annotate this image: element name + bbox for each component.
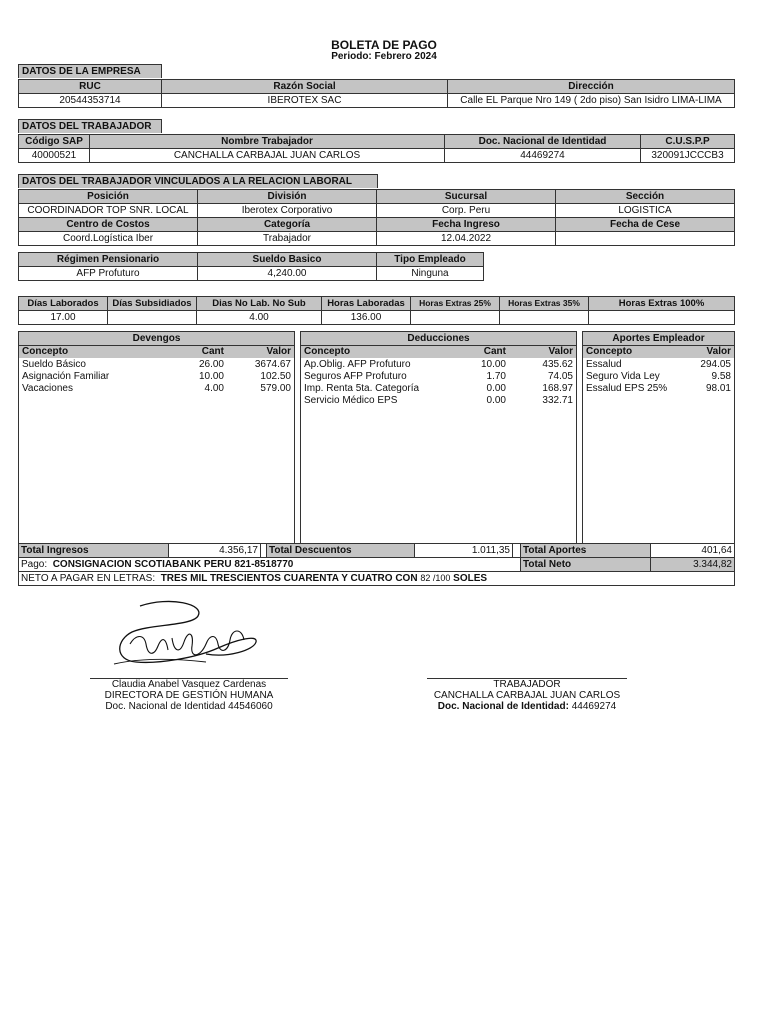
fecha-cese-value xyxy=(556,232,735,246)
devengos-title: Devengos xyxy=(19,332,294,346)
posicion-value: COORDINADOR TOP SNR. LOCAL xyxy=(19,204,198,218)
devengos-concepto: Asignación Familiar xyxy=(22,371,110,382)
col-division: División xyxy=(198,190,377,204)
col-regimen: Régimen Pensionario xyxy=(19,253,198,267)
pago-value: CONSIGNACION SCOTIABANK PERU 821-8518770 xyxy=(52,559,294,570)
laboral-table xyxy=(18,189,735,246)
devengos-col-cant: Cant xyxy=(201,346,224,357)
col-horas-extras-35: Horas Extras 35% xyxy=(500,297,589,311)
dias-subsidiados-value xyxy=(108,311,197,325)
devengos-cant: 26.00 xyxy=(198,359,224,370)
aportes-col-valor: Valor xyxy=(706,346,731,357)
trabajador-doc-label: Doc. Nacional de Identidad: xyxy=(437,701,569,712)
devengos-cant: 4.00 xyxy=(204,383,224,394)
empleador-nombre: Claudia Anabel Vasquez Cardenas xyxy=(111,679,267,690)
razon-social-value: IBEROTEX SAC xyxy=(162,94,448,108)
deducciones-valor: 74.05 xyxy=(547,371,573,382)
col-razon-social: Razón Social xyxy=(162,80,448,94)
seccion-value: LOGISTICA xyxy=(556,204,735,218)
col-fecha-cese: Fecha de Cese xyxy=(556,218,735,232)
aportes-box xyxy=(582,331,735,544)
pago-row xyxy=(19,558,521,572)
deducciones-valor: 332.71 xyxy=(542,395,573,406)
col-categoria: Categoría xyxy=(198,218,377,232)
codigo-sap-value: 40000521 xyxy=(19,149,90,163)
col-dias-subsidiados: Días Subsidiados xyxy=(108,297,197,311)
deducciones-row xyxy=(301,371,576,382)
neto-letras-label: NETO A PAGAR EN LETRAS: xyxy=(21,573,156,584)
devengos-box xyxy=(18,331,295,544)
deducciones-cant: 10.00 xyxy=(480,359,506,370)
col-ruc: RUC xyxy=(19,80,162,94)
firma-empleador-line xyxy=(90,672,288,679)
devengos-col-concepto: Concepto xyxy=(22,346,69,357)
horas-extras-100-value xyxy=(589,311,735,325)
col-dni: Doc. Nacional de Identidad xyxy=(445,135,641,149)
total-aportes-value: 401,64 xyxy=(651,544,735,558)
empleador-cargo: DIRECTORA DE GESTIÓN HUMANA xyxy=(104,690,274,701)
sueldo-basico-value: 4,240.00 xyxy=(198,267,377,281)
col-tipo-empleado: Tipo Empleado xyxy=(377,253,484,267)
neto-letras-row xyxy=(19,572,735,586)
deducciones-concepto: Servicio Médico EPS xyxy=(304,395,398,406)
deducciones-row xyxy=(301,359,576,370)
devengos-row xyxy=(19,383,294,394)
deducciones-cant: 0.00 xyxy=(486,383,506,394)
pago-label: Pago: xyxy=(21,559,48,570)
neto-letras-soles: SOLES xyxy=(453,573,488,584)
aportes-header-row xyxy=(583,346,734,358)
aportes-concepto: Essalud xyxy=(586,359,622,370)
devengos-cant: 10.00 xyxy=(198,371,224,382)
deducciones-valor: 168.97 xyxy=(542,383,573,394)
fecha-ingreso-value: 12.04.2022 xyxy=(377,232,556,246)
deducciones-row xyxy=(301,395,576,406)
devengos-concepto: Vacaciones xyxy=(22,383,73,394)
col-codigo-sap: Código SAP xyxy=(19,135,90,149)
deducciones-cant: 1.70 xyxy=(486,371,506,382)
devengos-row xyxy=(19,371,294,382)
aportes-valor: 294.05 xyxy=(700,359,731,370)
firma-trabajador xyxy=(427,672,627,712)
pension-table xyxy=(18,252,484,281)
deducciones-concepto: Ap.Oblig. AFP Profuturo xyxy=(304,359,411,370)
col-cuspp: C.U.S.P.P xyxy=(641,135,735,149)
tipo-empleado-value: Ninguna xyxy=(377,267,484,281)
col-seccion: Sección xyxy=(556,190,735,204)
col-horas-extras-100: Horas Extras 100% xyxy=(589,297,735,311)
deducciones-col-cant: Cant xyxy=(483,346,506,357)
total-ingresos-value: 4.356,17 xyxy=(169,544,261,558)
aportes-valor: 98.01 xyxy=(705,383,731,394)
total-neto-label: Total Neto xyxy=(521,558,651,572)
division-value: Iberotex Corporativo xyxy=(198,204,377,218)
col-horas-extras-25: Horas Extras 25% xyxy=(411,297,500,311)
firma-trabajador-line xyxy=(427,672,627,679)
deducciones-valor: 435.62 xyxy=(542,359,573,370)
horas-extras-35-value xyxy=(500,311,589,325)
devengos-row xyxy=(19,359,294,370)
aportes-title: Aportes Empleador xyxy=(583,332,734,346)
section-empresa: DATOS DE LA EMPRESA xyxy=(18,64,162,78)
deducciones-box xyxy=(300,331,577,544)
sucursal-value: Corp. Peru xyxy=(377,204,556,218)
devengos-col-valor: Valor xyxy=(266,346,291,357)
trabajador-nombre-firma: CANCHALLA CARBAJAL JUAN CARLOS xyxy=(433,690,621,701)
section-trabajador: DATOS DEL TRABAJADOR xyxy=(18,119,162,133)
deducciones-cant: 0.00 xyxy=(486,395,506,406)
devengos-valor: 102.50 xyxy=(260,371,291,382)
total-neto-value: 3.344,82 xyxy=(651,558,735,572)
col-posicion: Posición xyxy=(19,190,198,204)
aportes-row xyxy=(583,383,734,394)
devengos-valor: 579.00 xyxy=(260,383,291,394)
section-laboral: DATOS DEL TRABAJADOR VINCULADOS A LA RELACION LABORAL xyxy=(18,174,378,188)
trabajador-table xyxy=(18,134,735,163)
regimen-value: AFP Profuturo xyxy=(19,267,198,281)
trabajador-doc-value: 44469274 xyxy=(571,701,617,712)
neto-letras-cents: 82 /100 xyxy=(420,573,451,583)
dni-value: 44469274 xyxy=(445,149,641,163)
col-direccion: Dirección xyxy=(448,80,735,94)
devengos-header-row xyxy=(19,346,294,358)
col-sueldo-basico: Sueldo Basico xyxy=(198,253,377,267)
aportes-row xyxy=(583,359,734,370)
col-sucursal: Sucursal xyxy=(377,190,556,204)
aportes-col-concepto: Concepto xyxy=(586,346,633,357)
trabajador-doc-row xyxy=(427,701,627,712)
handwritten-signature xyxy=(110,598,270,678)
col-dias-laborados: Días Laborados xyxy=(19,297,108,311)
aportes-concepto: Essalud EPS 25% xyxy=(586,383,668,394)
deducciones-col-concepto: Concepto xyxy=(304,346,351,357)
col-fecha-ingreso: Fecha Ingreso xyxy=(377,218,556,232)
aportes-concepto: Seguro Vida Ley xyxy=(586,371,660,382)
period-label: Periodo: Febrero 2024 xyxy=(331,51,437,62)
deducciones-concepto: Seguros AFP Profuturo xyxy=(304,371,407,382)
empresa-table xyxy=(18,79,735,108)
devengos-valor: 3674.67 xyxy=(254,359,291,370)
total-aportes-label: Total Aportes xyxy=(521,544,651,558)
aportes-row xyxy=(583,371,734,382)
total-descuentos-label: Total Descuentos xyxy=(267,544,415,558)
dias-table xyxy=(18,296,735,325)
firma-empleador xyxy=(90,672,288,712)
centro-costos-value: Coord.Logística Iber xyxy=(19,232,198,246)
direccion-value: Calle EL Parque Nro 149 ( 2do piso) San Isidro LIMA-LIMA xyxy=(448,94,735,108)
col-centro-costos: Centro de Costos xyxy=(19,218,198,232)
empleador-doc: Doc. Nacional de Identidad 44546060 xyxy=(105,701,273,712)
document-title: BOLETA DE PAGO xyxy=(331,38,437,52)
horas-laboradas-value: 136.00 xyxy=(322,311,411,325)
col-nombre: Nombre Trabajador xyxy=(90,135,445,149)
dias-laborados-value: 17.00 xyxy=(19,311,108,325)
aportes-valor: 9.58 xyxy=(711,371,731,382)
nombre-value: CANCHALLA CARBAJAL JUAN CARLOS xyxy=(90,149,445,163)
deducciones-concepto: Imp. Renta 5ta. Categoría xyxy=(304,383,420,394)
horas-extras-25-value xyxy=(411,311,500,325)
deducciones-title: Deducciones xyxy=(301,332,576,346)
total-descuentos-value: 1.011,35 xyxy=(415,544,513,558)
totals-table xyxy=(18,543,735,586)
categoria-value: Trabajador xyxy=(198,232,377,246)
devengos-concepto: Sueldo Básico xyxy=(22,359,86,370)
col-dias-no-lab: Dias No Lab. No Sub xyxy=(197,297,322,311)
deducciones-row xyxy=(301,383,576,394)
trabajador-titulo: TRABAJADOR xyxy=(493,679,561,690)
deducciones-header-row xyxy=(301,346,576,358)
neto-letras-value: TRES MIL TRESCIENTOS CUARENTA Y CUATRO CON xyxy=(160,573,418,584)
total-ingresos-label: Total Ingresos xyxy=(19,544,169,558)
deducciones-col-valor: Valor xyxy=(548,346,573,357)
dias-no-lab-value: 4.00 xyxy=(197,311,322,325)
ruc-value: 20544353714 xyxy=(19,94,162,108)
col-horas-laboradas: Horas Laboradas xyxy=(322,297,411,311)
cuspp-value: 320091JCCCB3 xyxy=(641,149,735,163)
